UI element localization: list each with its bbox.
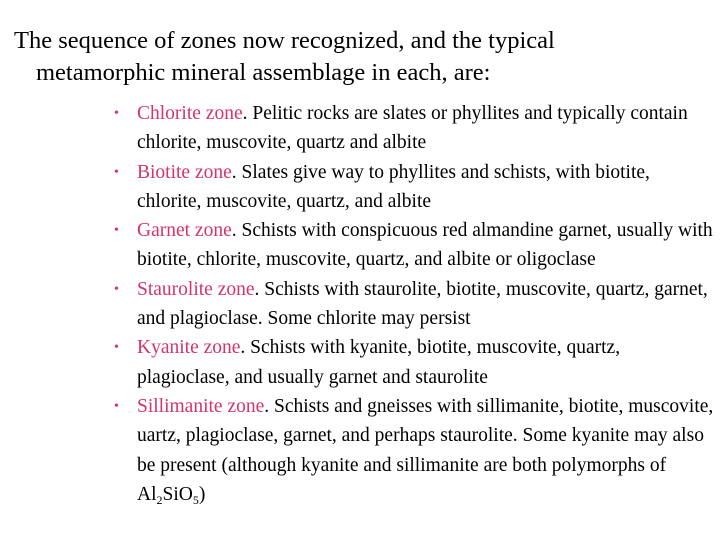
- zone-name: Staurolite zone: [137, 278, 255, 300]
- zone-description: . Slates give way to phyllites and schists, with biotite, chlorite, muscovite, quartz, and albite: [137, 161, 650, 212]
- zone-name: Kyanite zone: [137, 337, 241, 359]
- formula-element-o: O: [178, 483, 193, 505]
- bullet-icon: •: [114, 281, 119, 297]
- bullet-icon: •: [114, 164, 119, 180]
- zone-item-kyanite: [114, 333, 714, 392]
- zone-name: Chlorite zone: [137, 103, 243, 124]
- zone-description: . Schists with staurolite, biotite, muscovite, quartz, garnet, and plagioclase. Some chlorite may persist: [137, 278, 708, 330]
- bullet-icon: •: [114, 106, 119, 121]
- closing-paren: ): [198, 483, 206, 505]
- bullet-icon: •: [114, 223, 119, 239]
- zone-item-sillimanite: [114, 392, 714, 509]
- zone-name: Biotite zone: [137, 161, 232, 183]
- zone-name: Garnet zone: [137, 220, 232, 242]
- zone-item-garnet: [114, 216, 714, 275]
- formula-subscript-2: 2: [156, 492, 163, 507]
- formula-element-si: Si: [162, 483, 179, 505]
- bullet-icon: •: [114, 398, 119, 414]
- bullet-icon: •: [114, 340, 119, 356]
- zone-name: Sillimanite zone: [137, 395, 265, 417]
- zone-description: . Pelitic rocks are slates or phyllites and typically contain chlorite, muscovite, quartz and albite: [137, 103, 688, 154]
- zone-item-biotite: [114, 158, 714, 217]
- slide-heading: [14, 25, 694, 89]
- heading-line-2: metamorphic mineral assemblage in each, are:: [36, 59, 491, 86]
- heading-line-1: The sequence of zones now recognized, and the typical: [14, 27, 555, 54]
- formula-subscript-5: 5: [192, 492, 199, 507]
- zone-description: . Schists with conspicuous red almandine garnet, usually with biotite, chlorite, muscovite, quartz, and albite or oligoclase: [137, 220, 713, 271]
- zone-description: . Schists and gneisses with sillimanite, biotite, muscovite, uartz, plagioclase, garnet, and perhaps staurolite. Some kyanite may also be present (although kyanite and sillimanite are both polymorphs of: [137, 395, 714, 476]
- zone-description: . Schists with kyanite, biotite, muscovite, quartz, plagioclase, and usually garnet and staurolite: [137, 337, 621, 388]
- formula-element-al: Al: [137, 483, 157, 505]
- zone-list: [114, 99, 714, 509]
- zone-item-chlorite: [114, 99, 714, 158]
- zone-item-staurolite: [114, 275, 714, 334]
- chemical-formula: [137, 484, 199, 505]
